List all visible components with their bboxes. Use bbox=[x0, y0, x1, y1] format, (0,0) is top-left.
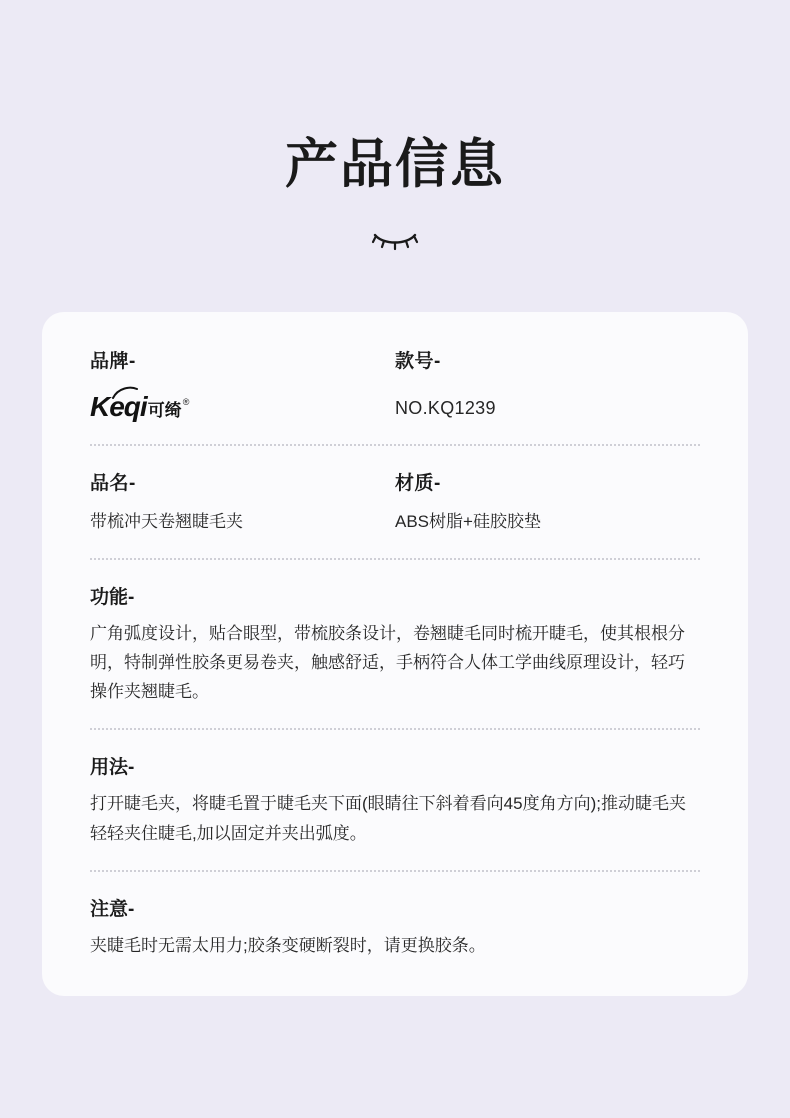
product-info-card bbox=[42, 312, 748, 997]
brand-logo bbox=[90, 387, 383, 421]
brand-label: 品牌- bbox=[90, 350, 136, 372]
divider bbox=[90, 444, 700, 446]
material-field bbox=[395, 468, 700, 535]
brand-logo-latin: Keqi bbox=[90, 390, 147, 422]
function-field bbox=[90, 582, 700, 707]
brand-logo-mark bbox=[90, 390, 189, 422]
eyelash-icon bbox=[371, 229, 419, 251]
divider bbox=[90, 558, 700, 560]
page-title: 产品信息 bbox=[285, 134, 505, 194]
model-label: 款号- bbox=[395, 350, 441, 372]
swoosh-icon bbox=[112, 386, 138, 400]
function-value: 广角弧度设计，贴合眼型，带梳胶条设计，卷翘睫毛同时梳开睫毛，使其根根分明，特制弹性胶条更易卷夹，触感舒适，手柄符合人体工学曲线原理设计，轻巧操作夹翘睫毛。 bbox=[90, 623, 685, 702]
notice-value: 夹睫毛时无需太用力;胶条变硬断裂时，请更换胶条。 bbox=[90, 935, 486, 955]
brand-logo-cn: 可绮 bbox=[147, 400, 182, 420]
notice-field bbox=[90, 894, 700, 960]
notice-label: 注意- bbox=[90, 898, 135, 920]
material-label: 材质- bbox=[395, 473, 441, 495]
product-name-field bbox=[90, 468, 395, 535]
model-value: NO.KQ1239 bbox=[395, 397, 496, 418]
product-info-page bbox=[0, 36, 790, 1118]
brand-logo-registered: ® bbox=[182, 397, 189, 408]
row-name-material bbox=[90, 468, 700, 535]
usage-field bbox=[90, 752, 700, 847]
model-field bbox=[395, 346, 700, 423]
product-name-label: 品名- bbox=[90, 473, 136, 495]
product-name-value: 带梳冲天卷翘睫毛夹 bbox=[90, 512, 243, 532]
usage-label: 用法- bbox=[90, 757, 135, 779]
brand-field bbox=[90, 346, 395, 423]
row-brand-model bbox=[90, 346, 700, 423]
usage-value: 打开睫毛夹，将睫毛置于睫毛夹下面(眼睛往下斜着看向45度角方向);推动睫毛夹轻轻夹住睫毛,加以固定并夹出弧度。 bbox=[90, 794, 686, 843]
divider bbox=[90, 870, 700, 872]
function-label: 功能- bbox=[90, 586, 135, 608]
material-value: ABS树脂+硅胶胶垫 bbox=[395, 512, 541, 532]
divider bbox=[90, 728, 700, 730]
